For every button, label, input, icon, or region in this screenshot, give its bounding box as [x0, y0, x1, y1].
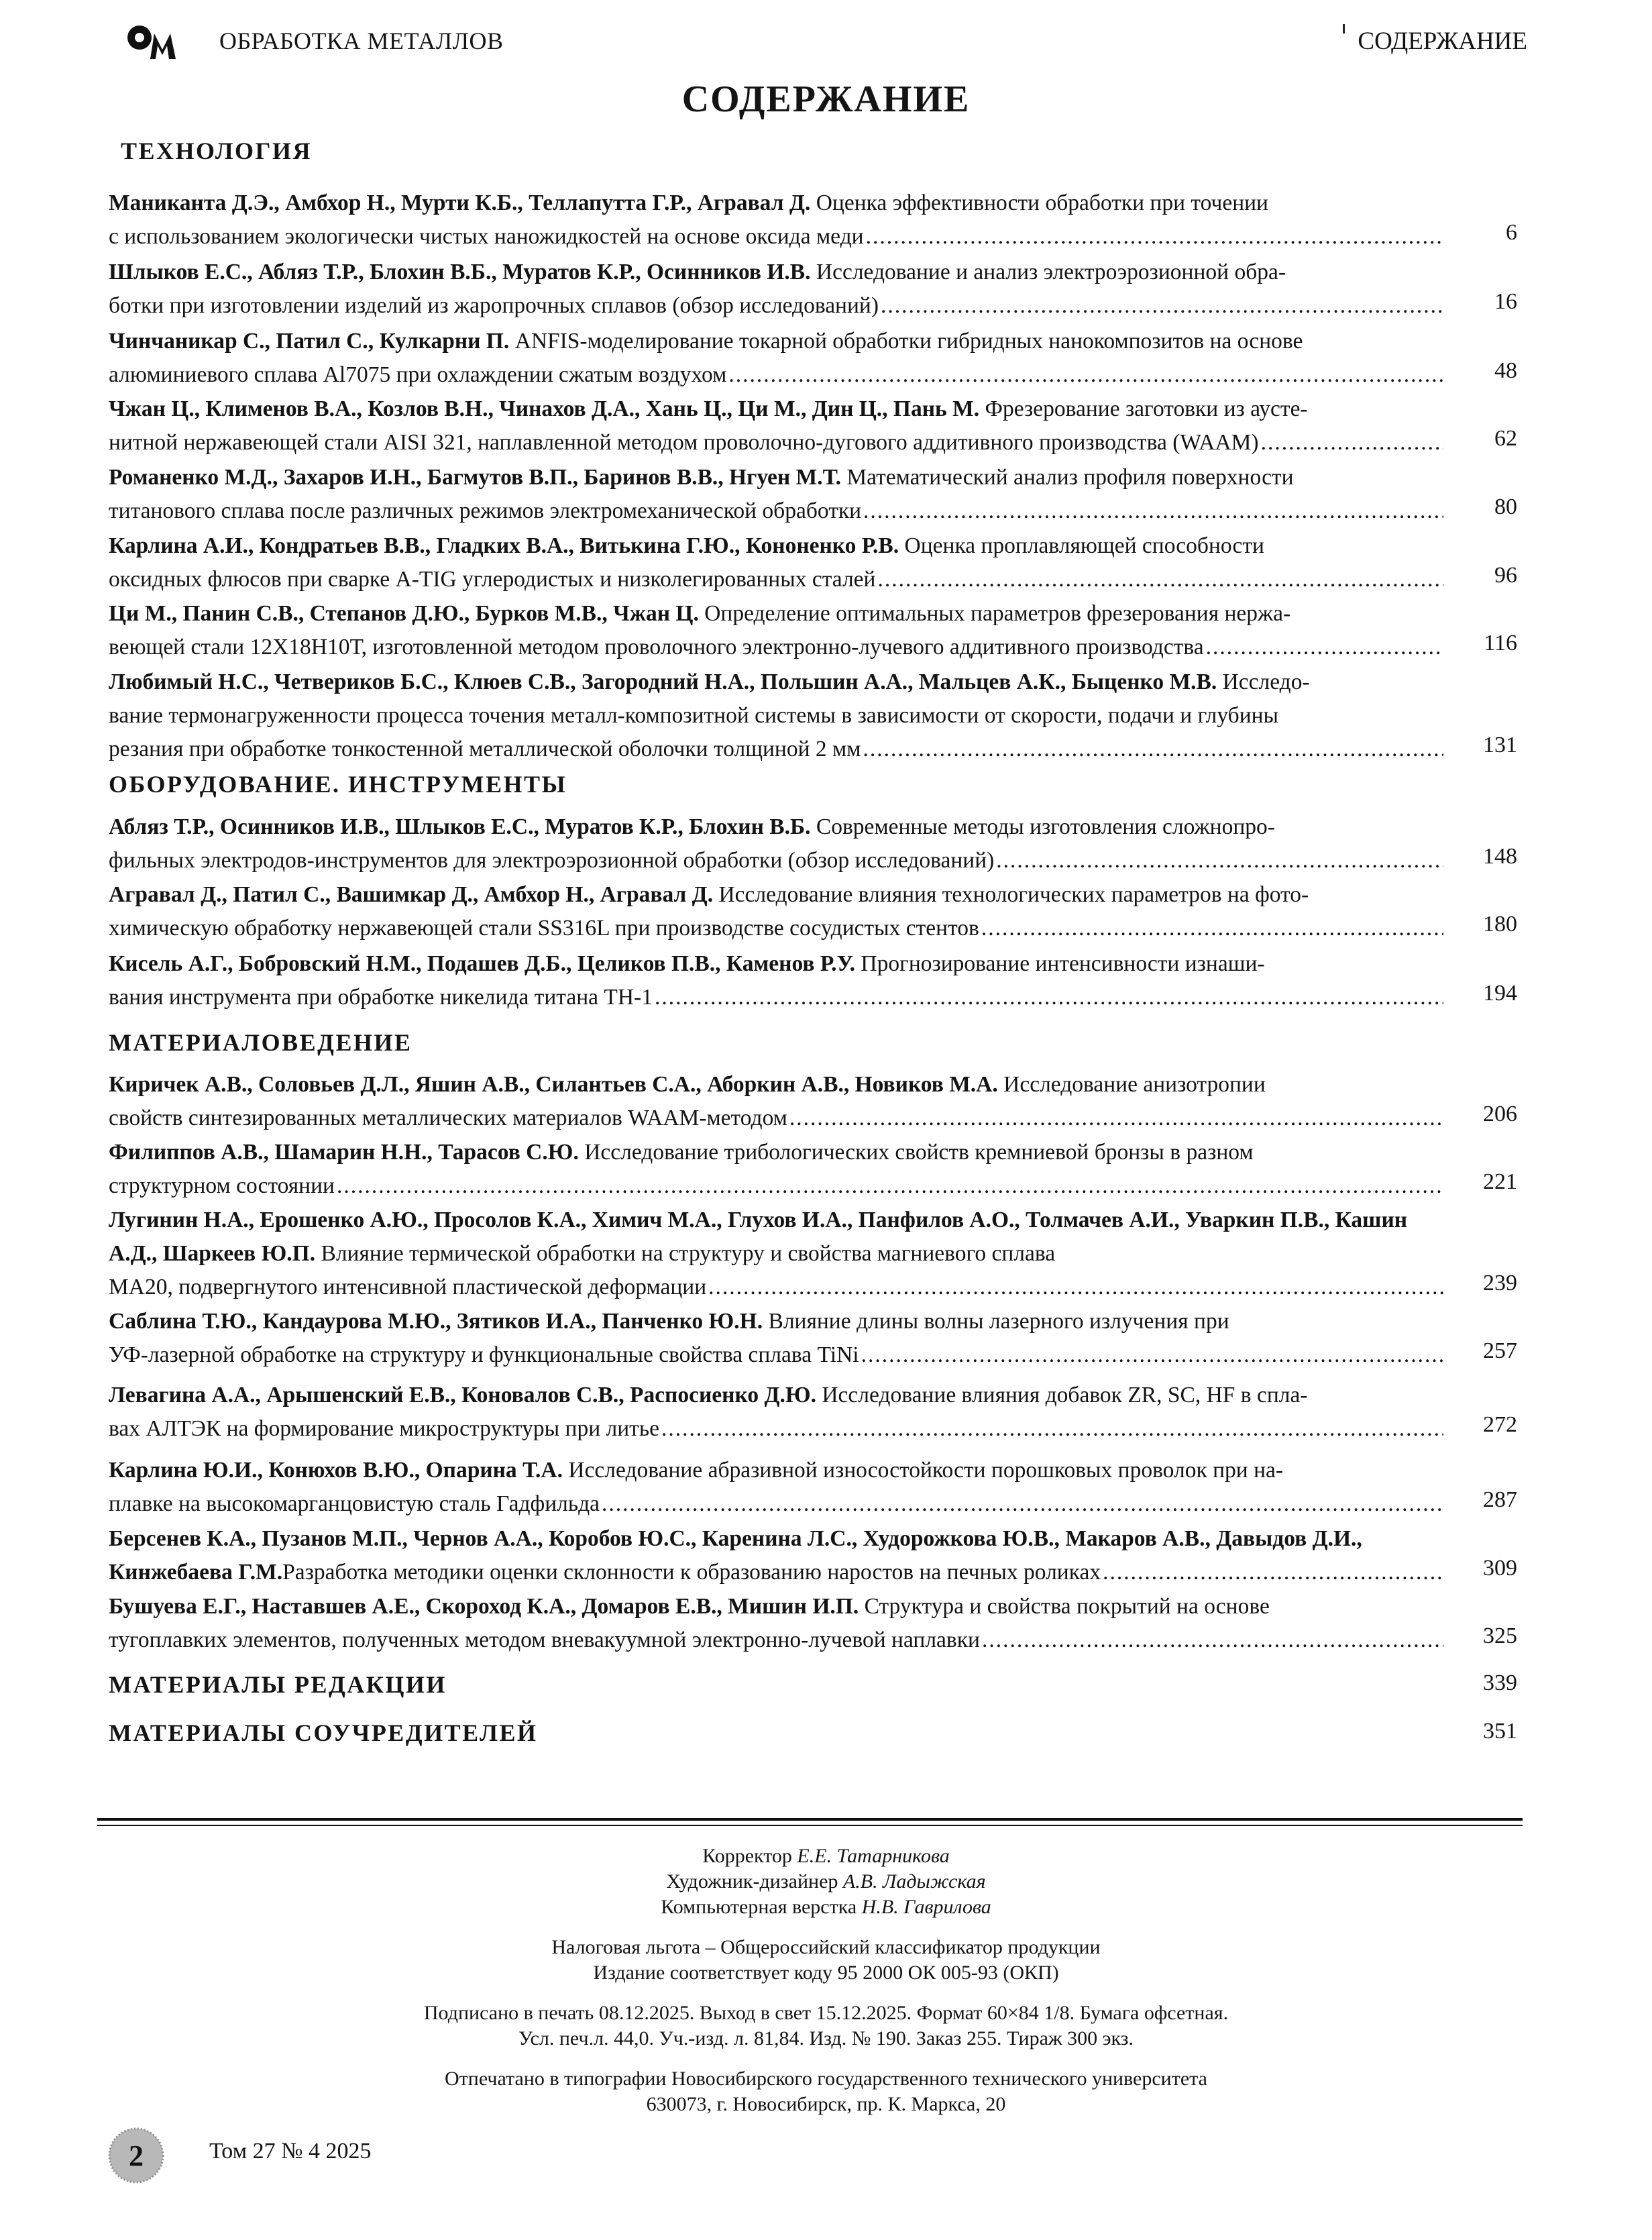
imprint-layout: Компьютерная верстка Н.В. Гаврилова [661, 1896, 991, 1918]
leader-dots [1103, 1556, 1443, 1589]
entry-authors-end: Кинжебаева Г.М. [109, 1560, 283, 1585]
entry-page: 96 [1494, 563, 1517, 588]
entry-title: Исследование влияния добавок ZR, SC, HF в спла- [816, 1383, 1308, 1407]
leader-dots [661, 1412, 1443, 1446]
entry-title: Исследо- [1217, 670, 1310, 694]
section-heading: ОБОРУДОВАНИЕ. ИНСТРУМЕНТЫ [109, 771, 567, 798]
toc-entry[interactable] [109, 1305, 1443, 1372]
entry-page: 6 [1506, 220, 1517, 245]
entry-authors: Чжан Ц., Клименов В.А., Козлов В.Н., Чинахов Д.А., Хань Ц., Ци М., Дин Ц., Пань М. [109, 396, 980, 421]
toc-entry[interactable] [109, 810, 1443, 877]
entry-title-end: структурном состоянии [109, 1173, 335, 1198]
toc-entry[interactable] [109, 461, 1443, 528]
entry-title: Влияние длины волны лазерного излучения при [763, 1309, 1229, 1334]
section-heading: ТЕХНОЛОГИЯ [121, 138, 312, 164]
entry-page: 16 [1494, 289, 1517, 314]
toc-entry[interactable] [109, 1068, 1443, 1135]
divider [97, 1818, 1523, 1821]
entry-title-end: алюминиевого сплава Al7075 при охлаждении сжатым воздухом [109, 362, 727, 387]
journal-logo-icon [125, 20, 184, 62]
entry-page: 116 [1484, 631, 1517, 655]
entry-title: Исследование абразивной износостойкости порошковых проволок при на- [563, 1458, 1284, 1483]
entry-page: 257 [1483, 1338, 1517, 1363]
entry-title: ANFIS-моделирование токарной обработки гибридных нанокомпозитов на основе [509, 329, 1303, 354]
leader-dots [863, 733, 1443, 766]
leader-dots [981, 912, 1443, 945]
entry-page: 272 [1483, 1412, 1517, 1437]
toc-entry[interactable] [109, 1454, 1443, 1521]
toc-entry[interactable] [109, 186, 1443, 254]
entry-page: 221 [1483, 1169, 1517, 1194]
entry-title-end: фильных электродов-инструментов для электроэрозионной обработки (обзор исследований) [109, 848, 995, 873]
entry-authors: Левагина А.А., Арышенский Е.В., Коновалов С.В., Распосиенко Д.Ю. [109, 1383, 816, 1407]
journal-name: ОБРАБОТКА МЕТАЛЛОВ [219, 28, 504, 54]
leader-dots [655, 981, 1443, 1014]
entry-title: Оценка эффективности обработки при точении [810, 191, 1268, 215]
entry-title: Влияние термической обработки на структуру и свойства магниевого сплава [315, 1241, 1056, 1266]
entry-title-middle: вание термонагруженности процесса точения металл-композитной системы в зависимости от скорости, подачи и глубины [109, 703, 1279, 728]
toc-entry[interactable] [109, 392, 1443, 460]
toc-entry[interactable] [109, 1522, 1443, 1589]
toc-entry[interactable] [109, 256, 1443, 323]
entry-authors: Лугинин Н.А., Ерошенко А.Ю., Просолов К.А., Химич М.А., Глухов И.А., Панфилов А.О., Толмачев А.И., Уваркин П.В., Кашин А.Д., Шаркеев Ю.П. [109, 1208, 1408, 1266]
leader-dots [866, 220, 1443, 254]
entry-authors: Киричек А.В., Соловьев Д.Л., Яшин А.В., Силантьев С.А., Аборкин А.В., Новиков М.А. [109, 1072, 998, 1097]
entry-authors: Карлина Ю.И., Конюхов В.Ю., Опарина Т.А. [109, 1458, 563, 1483]
entry-title: Исследование влияния технологических параметров на фото- [713, 882, 1309, 907]
entry-page: 287 [1483, 1487, 1517, 1512]
leader-dots [708, 1271, 1443, 1304]
header-section-label: СОДЕРЖАНИЕ [1358, 28, 1527, 55]
entry-page: 80 [1494, 494, 1517, 519]
entry-title-end: титанового сплава после различных режимов электромеханической обработки [109, 498, 862, 523]
leader-dots [877, 563, 1443, 596]
entry-title: Исследование анизотропии [997, 1072, 1266, 1097]
entry-authors: Маниканта Д.Э., Амбхор Н., Мурти К.Б., Теллапутта Г.Р., Агравал Д. [109, 191, 811, 215]
entry-authors: Берсенев К.А., Пузанов М.П., Чернов А.А., Коробов Ю.С., Каренина Л.С., Худорожкова Ю.В., Макаров А.В., Давыдов Д.И., [109, 1526, 1362, 1551]
leader-dots [861, 1338, 1443, 1372]
entry-page: 309 [1483, 1556, 1517, 1581]
entry-title-end: Разработка методики оценки склонности к образованию наростов на печных роликах [282, 1560, 1101, 1585]
entry-authors: Ци М., Панин С.В., Степанов Д.Ю., Бурков М.В., Чжан Ц. [109, 601, 699, 626]
toc-entry[interactable] [109, 878, 1443, 945]
imprint-tax-1: Налоговая льгота – Общероссийский классификатор продукции [551, 1936, 1101, 1958]
entry-authors: Карлина А.И., Кондратьев В.В., Гладких В.А., Витькина Г.Ю., Кононенко Р.В. [109, 533, 899, 558]
leader-dots [863, 494, 1443, 528]
imprint-printer-2: 630073, г. Новосибирск, пр. К. Маркса, 20 [646, 2093, 1006, 2115]
imprint-tax-2: Издание соответствует коду 95 2000 ОК 005-93 (ОКП) [593, 1962, 1059, 1984]
section-heading[interactable]: МАТЕРИАЛЫ СОУЧРЕДИТЕЛЕЙ [109, 1719, 538, 1746]
imprint-print-1: Подписано в печать 08.12.2025. Выход в свет 15.12.2025. Формат 60×84 1/8. Бумага офсетная. [423, 2002, 1229, 2024]
section-heading: МАТЕРИАЛОВЕДЕНИЕ [109, 1029, 412, 1056]
entry-title: Современные методы изготовления сложнопро- [810, 814, 1275, 839]
header-tick [1343, 24, 1345, 34]
entry-title-end: плавке на высокомарганцовистую сталь Гадфильда [109, 1491, 600, 1516]
entry-page: 206 [1483, 1102, 1517, 1126]
toc-entry[interactable] [109, 325, 1443, 392]
entry-title-end: вания инструмента при обработке никелида титана ТН-1 [109, 985, 653, 1010]
entry-title: Определение оптимальных параметров фрезерования нержа- [698, 601, 1291, 626]
entry-page: 325 [1483, 1623, 1517, 1648]
leader-dots [881, 289, 1443, 323]
leader-dots [789, 1102, 1443, 1135]
entry-title-end: нитной нержавеющей стали AISI 321, наплавленной методом проволочно-дугового аддитивного производства (WAAM) [109, 430, 1259, 455]
entry-authors: Любимый Н.С., Четвериков Б.С., Клюев С.В., Загородний Н.А., Польшин А.А., Мальцев А.К., Быценко М.В. [109, 670, 1217, 694]
page-number-badge-icon [107, 2127, 165, 2184]
volume-issue: Том 27 № 4 2025 [209, 2139, 372, 2164]
entry-page: 351 [1483, 1719, 1517, 1744]
toc-entry[interactable] [109, 947, 1443, 1014]
page-number: 2 [129, 2139, 144, 2172]
leader-dots [1261, 426, 1443, 460]
entry-page: 148 [1483, 844, 1517, 869]
imprint-designer: Художник-дизайнер А.В. Ладыжская [666, 1870, 986, 1892]
entry-authors: Филиппов А.В., Шамарин Н.Н., Тарасов С.Ю. [109, 1140, 579, 1165]
entry-title: Фрезерование заготовки из аусте- [979, 396, 1308, 421]
entry-authors: Романенко М.Д., Захаров И.Н., Багмутов В.П., Баринов В.В., Нгуен М.Т. [109, 465, 841, 490]
entry-title-end: резания при обработке тонкостенной металлической оболочки толщиной 2 мм [109, 737, 861, 761]
toc-entry[interactable] [109, 1379, 1443, 1446]
entry-title: Математический анализ профиля поверхности [840, 465, 1294, 490]
entry-page: 131 [1483, 733, 1517, 757]
entry-page: 239 [1483, 1271, 1517, 1295]
toc-entry[interactable] [109, 529, 1443, 596]
leader-dots [982, 1623, 1443, 1657]
leader-dots [996, 844, 1443, 877]
imprint-printer-1: Отпечатано в типографии Новосибирского государственного технического университета [445, 2068, 1207, 2090]
entry-authors: Шлыков Е.С., Абляз Т.Р., Блохин В.Б., Муратов К.Р., Осинников И.В. [109, 260, 811, 284]
entry-title-end: с использованием экологически чистых наножидкостей на основе оксида меди [109, 224, 864, 249]
entry-title-end: химическую обработку нержавеющей стали SS316L при производстве сосудистых стентов [109, 916, 979, 941]
entry-page: 180 [1483, 912, 1517, 937]
entry-page: 339 [1483, 1670, 1517, 1695]
entry-page: 48 [1494, 358, 1517, 383]
entry-title-end: МА20, подвергнутого интенсивной пластической деформации [109, 1275, 707, 1299]
entry-title: Оценка проплавляющей способности [899, 533, 1264, 558]
entry-title-end: тугоплавких элементов, полученных методом вневакуумной электронно-лучевой наплавки [109, 1628, 980, 1652]
entry-page: 62 [1494, 426, 1517, 451]
imprint-print-2: Усл. печ.л. 44,0. Уч.-изд. л. 81,84. Изд. № 190. Заказ 255. Тираж 300 экз. [518, 2027, 1134, 2049]
entry-title-end: веющей стали 12Х18Н10Т, изготовленной методом проволочного электронно-лучевого аддитивного производства [109, 635, 1204, 659]
toc-entry[interactable] [109, 1204, 1443, 1304]
entry-authors: Саблина Т.Ю., Кандаурова М.Ю., Зятиков И.А., Панченко Ю.Н. [109, 1309, 763, 1334]
imprint-corrector: Корректор Е.Е. Татарникова [702, 1845, 950, 1867]
entry-title-end: оксидных флюсов при сварке A-TIG углеродистых и низколегированных сталей [109, 567, 876, 592]
leader-dots [728, 358, 1443, 392]
divider [97, 1825, 1523, 1826]
entry-authors: Чинчаникар С., Патил С., Кулкарни П. [109, 329, 510, 354]
entry-title-end: вах АЛТЭК на формирование микроструктуры при литье [109, 1416, 659, 1441]
entry-title-end: ботки при изготовлении изделий из жаропрочных сплавов (обзор исследований) [109, 293, 879, 318]
entry-authors: Бушуева Е.Г., Наставшев А.Е., Скороход К.А., Домаров Е.В., Мишин И.П. [109, 1594, 859, 1619]
entry-title-end: УФ-лазерной обработке на структуру и функциональные свойства сплава TiNi [109, 1342, 859, 1367]
toc-entry[interactable] [109, 1590, 1443, 1657]
page-title: СОДЕРЖАНИЕ [681, 78, 971, 120]
entry-title: Прогнозирование интенсивности изнаши- [855, 951, 1265, 976]
leader-dots [1206, 631, 1443, 664]
toc-entry[interactable] [109, 597, 1443, 664]
entry-title: Исследование трибологических свойств кремниевой бронзы в разном [578, 1140, 1254, 1165]
entry-title-end: свойств синтезированных металлических материалов WAAM-методом [109, 1106, 787, 1130]
entry-authors: Абляз Т.Р., Осинников И.В., Шлыков Е.С., Муратов К.Р., Блохин В.Б. [109, 814, 811, 839]
entry-title: Исследование и анализ электроэрозионной обра- [810, 260, 1286, 284]
section-heading[interactable]: МАТЕРИАЛЫ РЕДАКЦИИ [109, 1671, 447, 1698]
entry-authors: Кисель А.Г., Бобровский Н.М., Подашев Д.Б., Целиков П.В., Каменов Р.У. [109, 951, 856, 976]
entry-title: Структура и свойства покрытий на основе [859, 1594, 1270, 1619]
toc-entry[interactable] [109, 665, 1443, 766]
entry-page: 194 [1483, 981, 1517, 1006]
entry-authors: Агравал Д., Патил С., Вашимкар Д., Амбхор Н., Агравал Д. [109, 882, 714, 907]
leader-dots [602, 1487, 1443, 1521]
toc-entry[interactable] [109, 1136, 1443, 1203]
leader-dots [337, 1169, 1443, 1203]
